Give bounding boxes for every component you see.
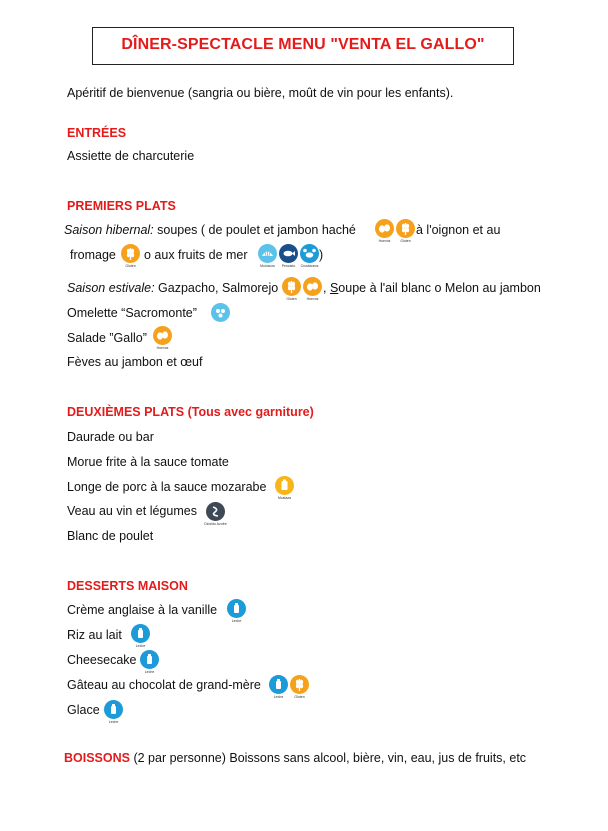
winter-line (64, 223, 356, 237)
premiers-heading: PREMIERS PLATS (67, 199, 176, 213)
milk-icon: Leche (140, 650, 159, 669)
page-title: DÎNER-SPECTACLE MENU "VENTA EL GALLO" (121, 36, 485, 53)
summer-line (67, 281, 278, 295)
summer-text-cont: , Soupe à l'ail blanc o Melon au jambon (323, 281, 541, 295)
fish-icon: Pescado (279, 244, 298, 263)
winter-text-close: ) (319, 248, 324, 262)
mustard-icon: Mostaza (275, 476, 294, 495)
milk-icon: Leche (104, 700, 123, 719)
milk-icon: Leche (269, 675, 288, 694)
boissons-text: (2 par personne) Boissons sans alcool, bière, vin, eau, jus de fruits, etc (130, 751, 527, 765)
entree-item: Assiette de charcuterie (67, 149, 195, 163)
dessert-item: Cheesecake (67, 653, 137, 667)
omelette-item: Omelette “Sacromonte” (67, 306, 197, 320)
entrees-heading: ENTRÉES (67, 126, 127, 140)
sulphite-icon: Dióxido Azufre (206, 502, 225, 521)
winter-icons (374, 219, 416, 243)
menu-title-box (92, 27, 514, 65)
egg-icon: Huevos (303, 277, 322, 296)
dessert-icons (226, 599, 247, 623)
winter-text-cont: à l'oignon et au (416, 223, 501, 237)
omelette-icons (210, 303, 231, 322)
pork-icons (274, 476, 295, 500)
main-dish-item: Daurade ou bar (67, 430, 154, 444)
main-dish-item: Veau au vin et légumes (67, 504, 197, 518)
boissons-line (64, 751, 526, 765)
aperitif-text: Apéritif de bienvenue (sangria ou bière, moût de vin pour les enfants). (67, 86, 454, 100)
egg-icon: Huevos (153, 326, 172, 345)
winter-label: Saison hibernal: (64, 223, 154, 237)
dessert-icons (103, 700, 124, 724)
gluten-icon: Gluten (282, 277, 301, 296)
dessert-item: Crème anglaise à la vanille (67, 603, 218, 617)
gluten-icon: Gluten (290, 675, 309, 694)
desserts-heading: DESSERTS MAISON (67, 579, 188, 593)
seafood-icons (257, 244, 320, 268)
dessert-item: Glace (67, 703, 100, 717)
dessert-icons (139, 650, 160, 674)
summer-icons (281, 277, 323, 301)
dessert-item: Riz au lait (67, 628, 122, 642)
crustacean-icon: Crustáceos (300, 244, 319, 263)
dessert-item: Gâteau au chocolat de grand-mère (67, 678, 261, 692)
feves-item: Fèves au jambon et œuf (67, 355, 203, 369)
boissons-label: BOISSONS (64, 751, 130, 765)
salade-item: Salade ”Gallo” (67, 331, 147, 345)
mollusc-icon: Moluscos (258, 244, 277, 263)
summer-label: Saison estivale: (67, 281, 155, 295)
winter-text-fromage: fromage (70, 248, 116, 262)
dessert-icons (130, 624, 151, 648)
deuxiemes-heading: DEUXIÈMES PLATS (Tous avec garniture) (67, 405, 314, 419)
nuts-icon (211, 303, 230, 322)
veal-icons (204, 502, 227, 526)
winter-text: soupes ( de poulet et jambon haché (153, 223, 356, 237)
fromage-icons (120, 244, 141, 268)
gluten-icon: Gluten (396, 219, 415, 238)
egg-icon: Huevos (375, 219, 394, 238)
summer-text: Gazpacho, Salmorejo (154, 281, 279, 295)
dessert-icons (268, 675, 310, 699)
main-dish-item: Blanc de poulet (67, 529, 154, 543)
main-dish-item: Morue frite à la sauce tomate (67, 455, 229, 469)
main-dish-item: Longe de porc à la sauce mozarabe (67, 480, 267, 494)
milk-icon: Leche (227, 599, 246, 618)
salade-icons (152, 326, 173, 350)
gluten-icon: Gluten (121, 244, 140, 263)
milk-icon: Leche (131, 624, 150, 643)
winter-text-seafood: o aux fruits de mer (144, 248, 248, 262)
